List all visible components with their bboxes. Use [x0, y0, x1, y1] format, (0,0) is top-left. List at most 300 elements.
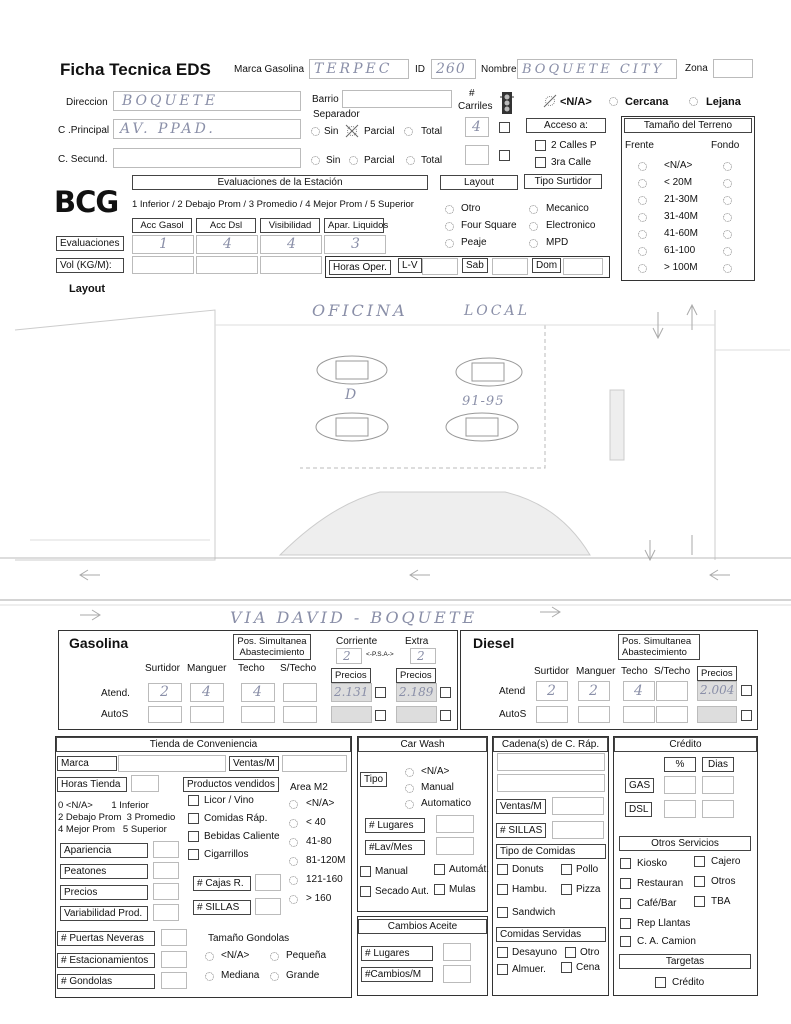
cadena-name-field[interactable] — [497, 753, 605, 771]
sketch-section-label: Layout — [69, 283, 106, 295]
direccion-label: Direccion — [66, 97, 108, 108]
servicio-checkbox-4[interactable] — [620, 898, 631, 909]
frente-radio-6[interactable] — [638, 264, 647, 273]
gas-col-label-2: Techo — [238, 663, 265, 674]
dsl-atend-value: 2 — [547, 683, 559, 699]
na-label: <N/A> — [560, 96, 592, 108]
credito-checkbox-label: Crédito — [672, 977, 705, 988]
principal-sin-radio[interactable] — [311, 127, 320, 136]
servicio-checkbox-7[interactable] — [620, 936, 631, 947]
marca-label: Marca Gasolina — [234, 64, 305, 75]
dsl-atend-field-3[interactable] — [656, 681, 688, 701]
extra-label: Extra — [405, 636, 429, 647]
extra-psa-field[interactable]: 2 — [410, 648, 436, 664]
diesel-precio-checkbox[interactable] — [741, 685, 752, 696]
gas-autos-field-0[interactable] — [148, 706, 182, 723]
credito-dsl-pct-field[interactable] — [664, 800, 696, 818]
carwash-tipo-radio-1[interactable] — [405, 784, 414, 793]
fondo-label: Fondo — [711, 140, 740, 151]
servicio-checkbox-0[interactable] — [620, 858, 631, 869]
carwash-tipo-label: Tipo — [360, 772, 387, 787]
fondo-radio-0[interactable] — [723, 162, 732, 171]
gas-col-label-3: S/Techo — [280, 663, 317, 674]
terreno-size-label: < 20M — [664, 177, 693, 188]
nombre-label: Nombre — [481, 64, 517, 75]
servicio-checkbox-3[interactable] — [694, 876, 705, 887]
horas-tienda-field[interactable] — [131, 775, 159, 792]
credito-checkbox[interactable] — [655, 977, 666, 988]
sketch-oficina: OFICINA — [312, 301, 408, 320]
area-radio-4[interactable] — [289, 876, 298, 885]
gas-atend-label: Atend. — [101, 688, 130, 699]
credito-dias-label: Dias — [702, 757, 734, 772]
gondola-radio-2[interactable] — [205, 972, 214, 981]
lejana-label: Lejana — [706, 96, 741, 108]
dsl-autos-field-1[interactable] — [578, 706, 610, 723]
rating-label-0: Apariencia — [60, 843, 148, 858]
servicio-label: Cajero — [711, 856, 741, 867]
cadena-sillas-field[interactable] — [552, 821, 604, 839]
area-option-label: 81-120M — [306, 855, 346, 866]
eval-value-field-3[interactable] — [324, 235, 386, 254]
gas-atend-value: 4 — [202, 684, 214, 700]
principal-label: C .Principal — [58, 125, 110, 136]
servicio-label: Restauran — [637, 878, 684, 889]
area-option-label: 121-160 — [306, 874, 343, 885]
zona-label: Zona — [685, 63, 708, 74]
gas-atend-field-3[interactable] — [283, 683, 317, 702]
area-radio-1[interactable] — [289, 819, 298, 828]
carwash-check-0[interactable] — [360, 866, 371, 877]
servicio-label: Rep Llantas — [637, 918, 691, 929]
dsl-atend-field-1[interactable] — [578, 681, 610, 701]
secund-field[interactable] — [113, 148, 301, 168]
servida-checkbox-2[interactable] — [497, 964, 508, 975]
gas-autos-field-1[interactable] — [190, 706, 224, 723]
layout-radio-0[interactable] — [445, 205, 454, 214]
puertas-field[interactable] — [161, 929, 187, 946]
diesel-precio-field[interactable]: 2.004 — [697, 681, 737, 701]
estac-label: # Estacionamientos — [57, 953, 155, 968]
servida-label: Cena — [576, 962, 600, 973]
eval-col-0: Acc Gasol — [132, 218, 192, 233]
cambios-cambios-field[interactable] — [443, 965, 471, 983]
gondola-radio-1[interactable] — [270, 952, 279, 961]
servicio-checkbox-1[interactable] — [694, 856, 705, 867]
surtidor-radio-0[interactable] — [529, 205, 538, 214]
dsl-atend-field-2[interactable] — [623, 681, 655, 701]
terreno-size-label: 61-100 — [664, 245, 696, 256]
gas-autos-field-3[interactable] — [283, 706, 317, 723]
frente-radio-0[interactable] — [638, 162, 647, 171]
area-label: Area M2 — [290, 782, 328, 793]
principal-sin-label: Sin — [324, 126, 339, 137]
corriente-psa-field[interactable]: 2 — [336, 648, 362, 664]
diesel-precio-autos-field[interactable] — [697, 706, 737, 723]
lejana-radio[interactable] — [689, 97, 698, 106]
rating-field-3[interactable] — [153, 904, 179, 921]
carwash-tipo-radio-0[interactable] — [405, 768, 414, 777]
secund-checkbox[interactable] — [499, 150, 510, 161]
credito-dsl-label: DSL — [625, 802, 652, 817]
carriles-field[interactable]: 4 — [465, 117, 489, 137]
comida-label: Donuts — [512, 864, 544, 875]
eval-value-field-2[interactable] — [260, 235, 322, 254]
eval-value: 4 — [223, 236, 235, 252]
cajas-label: # Cajas R. — [193, 876, 251, 891]
gasolina-title: Gasolina — [69, 635, 129, 651]
secund-carriles-field[interactable] — [465, 145, 489, 165]
cadena-name-field-2[interactable] — [497, 774, 605, 792]
carwash-lugares-field[interactable] — [436, 815, 474, 833]
carwash-tipo-radio-2[interactable] — [405, 800, 414, 809]
precio-extra-autos-field[interactable] — [396, 706, 437, 723]
corriente-label: Corriente — [336, 636, 378, 647]
comida-checkbox-3[interactable] — [561, 884, 572, 895]
comida-label: Hambu. — [512, 884, 548, 895]
tienda-scale-line: 0 <N/A> 1 Inferior — [58, 800, 149, 811]
puertas-label: # Puertas Neveras — [57, 931, 155, 946]
area-option-label: <N/A> — [306, 798, 335, 809]
tienda-scale-line: 2 Debajo Prom 3 Promedio — [58, 812, 176, 823]
traffic-light-icon — [500, 92, 514, 116]
secund-sin-label: Sin — [326, 155, 341, 166]
producto-checkbox-0[interactable] — [188, 795, 199, 806]
gasolina-pos-sim: Pos. Simultanea Abastecimiento — [233, 634, 311, 660]
frente-radio-4[interactable] — [638, 230, 647, 239]
servicio-label: Café/Bar — [637, 898, 677, 909]
precio-extra-field[interactable]: 2.189 — [396, 683, 437, 702]
marca-field[interactable]: TERPEC — [309, 59, 409, 79]
gas-atend-value: 4 — [253, 684, 265, 700]
vol-label: Vol (KG/M): — [56, 258, 124, 273]
separador-label: Separador — [313, 109, 360, 120]
carwash-lugares-label: # Lugares — [365, 818, 425, 833]
secund-label: C. Secund. — [58, 154, 108, 165]
servicio-label: C. A. Camion — [637, 936, 696, 947]
cercana-radio[interactable] — [609, 97, 618, 106]
area-radio-5[interactable] — [289, 895, 298, 904]
terreno-size-label: 31-40M — [664, 211, 698, 222]
carwash-check-3[interactable] — [434, 884, 445, 895]
terreno-size-label: > 100M — [664, 262, 698, 273]
vol-field-3[interactable] — [260, 256, 322, 274]
carwash-check-label: Secado Aut. — [375, 886, 429, 897]
lv-label: L-V — [398, 258, 422, 273]
calles2-label: 2 Calles P — [551, 140, 597, 151]
na-radio-marked[interactable] — [543, 94, 557, 108]
servicio-checkbox-5[interactable] — [694, 896, 705, 907]
cadena-ventas-field[interactable] — [552, 797, 604, 815]
gondola-radio-3[interactable] — [270, 972, 279, 981]
dsl-autos-field-0[interactable] — [536, 706, 568, 723]
barrio-label: Barrio — [312, 94, 339, 105]
servida-checkbox-3[interactable] — [561, 962, 572, 973]
frente-radio-5[interactable] — [638, 247, 647, 256]
evaluaciones-scale: 1 Inferior / 2 Debajo Prom / 3 Promedio / 4 Mejor Prom / 5 Superior — [132, 199, 414, 210]
precio-corriente-autos-field[interactable] — [331, 706, 372, 723]
eval-col-3: Apar. Liquidos — [324, 218, 384, 233]
rating-label-2: Precios — [60, 885, 148, 900]
comida-checkbox-2[interactable] — [497, 884, 508, 895]
dsl-atend-value: 2 — [589, 683, 601, 699]
fondo-radio-5[interactable] — [723, 247, 732, 256]
fondo-radio-6[interactable] — [723, 264, 732, 273]
calle3-label: 3ra Calle — [551, 157, 592, 168]
carwash-check-2[interactable] — [360, 886, 371, 897]
tienda-ventas-label: Ventas/M — [229, 756, 279, 771]
gas-autos-label: AutoS — [101, 709, 129, 720]
cajas-field[interactable] — [255, 874, 281, 891]
precio-corriente-autos-checkbox[interactable] — [375, 710, 386, 721]
zona-field[interactable] — [713, 59, 753, 78]
layout-radio-2[interactable] — [445, 239, 454, 248]
eval-col-2: Visibilidad — [260, 218, 320, 233]
vol-field-2[interactable] — [196, 256, 258, 274]
diesel-precios-label: Precios — [697, 666, 737, 681]
calles2-checkbox[interactable] — [535, 140, 546, 151]
lv-field[interactable] — [422, 258, 458, 275]
carwash-tipo-label: Automatico — [421, 798, 472, 809]
tienda-sillas-field[interactable] — [255, 898, 281, 915]
credito-gas-dias-field[interactable] — [702, 776, 734, 794]
rating-field-1[interactable] — [153, 862, 179, 879]
acceso-title: Acceso a: — [526, 118, 606, 133]
carwash-check-1[interactable] — [434, 864, 445, 875]
gas-atend-field-0[interactable] — [148, 683, 182, 702]
servida-label: Otro — [580, 947, 600, 958]
carwash-tipo-label: <N/A> — [421, 766, 450, 777]
layout-option-label: Otro — [461, 203, 481, 214]
gas-atend-field-1[interactable] — [190, 683, 224, 702]
servida-checkbox-0[interactable] — [497, 947, 508, 958]
frente-radio-1[interactable] — [638, 179, 647, 188]
servicio-label: Otros — [711, 876, 736, 887]
cambios-title: Cambios Aceite — [358, 919, 487, 934]
producto-label: Cigarrillos — [204, 849, 249, 860]
precio-extra-checkbox[interactable] — [440, 687, 451, 698]
id-field[interactable]: 260 — [431, 59, 476, 79]
area-option-label: > 160 — [306, 893, 332, 904]
dsl-atend-field-0[interactable] — [536, 681, 568, 701]
tienda-marca-field[interactable] — [118, 755, 226, 772]
credito-title: Crédito — [614, 737, 757, 752]
diesel-precio-autos-checkbox[interactable] — [741, 710, 752, 721]
gondola-radio-0[interactable] — [205, 952, 214, 961]
gas-col-label-0: Surtidor — [145, 663, 181, 674]
gasolina-precios-label-1: Precios — [331, 668, 371, 683]
producto-checkbox-3[interactable] — [188, 849, 199, 860]
surtidor-option-label: Electronico — [546, 220, 596, 231]
frente-radio-3[interactable] — [638, 213, 647, 222]
producto-checkbox-2[interactable] — [188, 831, 199, 842]
tienda-sillas-label: # SILLAS — [193, 900, 251, 915]
secund-sin-radio[interactable] — [311, 156, 320, 165]
fondo-radio-2[interactable] — [723, 196, 732, 205]
credito-dsl-dias-field[interactable] — [702, 800, 734, 818]
diesel-title: Diesel — [473, 635, 515, 651]
comida-checkbox-1[interactable] — [561, 864, 572, 875]
secund-parcial-label: Parcial — [364, 155, 395, 166]
fondo-radio-1[interactable] — [723, 179, 732, 188]
gas-autos-field-2[interactable] — [241, 706, 275, 723]
evaluaciones-row-label: Evaluaciones — [56, 236, 124, 251]
rating-field-0[interactable] — [153, 841, 179, 858]
barrio-field[interactable] — [342, 90, 452, 108]
sab-field[interactable] — [492, 258, 528, 275]
tienda-title: Tienda de Conveniencia — [56, 737, 351, 752]
servicio-label: Kiosko — [637, 858, 668, 869]
carwash-check-label: Mulas — [449, 884, 476, 895]
rating-field-2[interactable] — [153, 883, 179, 900]
gondola-option-label: Pequeña — [286, 950, 327, 961]
gondola-option-label: Mediana — [221, 970, 260, 981]
productos-label: Productos vendidos — [183, 777, 279, 792]
servida-label: Desayuno — [512, 947, 558, 958]
carwash-lav-label: #Lav/Mes — [365, 840, 425, 855]
servicio-checkbox-2[interactable] — [620, 878, 631, 889]
frente-radio-2[interactable] — [638, 196, 647, 205]
tienda-ventas-field[interactable] — [282, 755, 347, 772]
vol-field-1[interactable] — [132, 256, 194, 274]
servida-label: Almuer. — [512, 964, 546, 975]
cadena-tipo-label: Tipo de Comidas — [496, 844, 606, 859]
dsl-autos-field-3[interactable] — [656, 706, 688, 723]
gas-col-label-1: Manguer — [187, 663, 227, 674]
cadena-sillas-label: # SILLAS — [496, 823, 546, 838]
area-option-label: < 40 — [306, 817, 326, 828]
principal-total-radio[interactable] — [404, 127, 413, 136]
dom-field[interactable] — [563, 258, 603, 275]
precio-corriente-field[interactable]: 2.131 — [331, 683, 372, 702]
precio-corriente-checkbox[interactable] — [375, 687, 386, 698]
comida-checkbox-0[interactable] — [497, 864, 508, 875]
area-radio-2[interactable] — [289, 838, 298, 847]
gondolas-title: Tamaño Gondolas — [208, 933, 290, 944]
sketch-local: LOCAL — [464, 303, 530, 319]
eval-value-field-1[interactable] — [196, 235, 258, 254]
eval-value: 3 — [351, 236, 363, 252]
dsl-atend-label: Atend — [499, 686, 526, 697]
rating-label-1: Peatones — [60, 864, 148, 879]
carwash-check-label: Manual — [375, 866, 408, 877]
rating-label-3: Variabilidad Prod. — [60, 906, 148, 921]
fondo-radio-3[interactable] — [723, 213, 732, 222]
estac-field[interactable] — [161, 951, 187, 968]
dsl-col-label-0: Surtidor — [534, 666, 570, 677]
secund-parcial-radio[interactable] — [349, 156, 358, 165]
terreno-section — [621, 116, 755, 281]
secund-total-label: Total — [421, 155, 443, 166]
gondola-option-label: Grande — [286, 970, 320, 981]
sketch-d: D — [345, 387, 360, 403]
dsl-col-label-1: Manguer — [576, 666, 616, 677]
dsl-col-label-2: Techo — [621, 666, 648, 677]
sab-label: Sab — [462, 258, 488, 273]
layout-opts-title: Layout — [440, 175, 518, 190]
frente-label: Frente — [625, 140, 654, 151]
fondo-radio-4[interactable] — [723, 230, 732, 239]
terreno-size-label: <N/A> — [664, 160, 693, 171]
producto-label: Comidas Ráp. — [204, 813, 268, 824]
surtidor-option-label: MPD — [546, 237, 569, 248]
cadena-servidas-label: Comidas Servidas — [496, 927, 606, 942]
producto-checkbox-1[interactable] — [188, 813, 199, 824]
dsl-autos-field-2[interactable] — [623, 706, 655, 723]
carwash-title: Car Wash — [358, 737, 487, 752]
carwash-tipo-label: Manual — [421, 782, 454, 793]
secund-total-radio[interactable] — [406, 156, 415, 165]
servicio-label: TBA — [711, 896, 731, 907]
gondolas-label: # Gondolas — [57, 974, 155, 989]
eval-col-1: Acc Dsl — [196, 218, 256, 233]
carriles-checkbox[interactable] — [499, 122, 510, 133]
eval-value-field-0[interactable] — [132, 235, 194, 254]
psa-label: <-P.S.A-> — [366, 651, 394, 658]
area-radio-3[interactable] — [289, 857, 298, 866]
principal-field[interactable]: AV. PPAD. — [113, 119, 301, 139]
gas-atend-field-2[interactable] — [241, 683, 275, 702]
comida-checkbox-4[interactable] — [497, 907, 508, 918]
surtidor-radio-2[interactable] — [529, 239, 538, 248]
surtidor-radio-1[interactable] — [529, 222, 538, 231]
cercana-label: Cercana — [625, 96, 669, 108]
credito-gas-label: GAS — [625, 778, 654, 793]
carwash-lav-field[interactable] — [436, 837, 474, 855]
horas-tienda-label: Horas Tienda — [57, 777, 127, 792]
sketch-via: VIA DAVID - BOQUETE — [230, 608, 478, 627]
credito-gas-pct-field[interactable] — [664, 776, 696, 794]
area-radio-0[interactable] — [289, 800, 298, 809]
comida-label: Sandwich — [512, 907, 556, 918]
servida-checkbox-1[interactable] — [565, 947, 576, 958]
area-option-label: 41-80 — [306, 836, 332, 847]
principal-parcial-label: Parcial — [364, 126, 395, 137]
horas-label: Horas Oper. — [329, 260, 391, 275]
servicio-checkbox-6[interactable] — [620, 918, 631, 929]
terreno-size-label: 21-30M — [664, 194, 698, 205]
precio-extra-autos-checkbox[interactable] — [440, 710, 451, 721]
carwash-check-label: Automát. — [449, 864, 490, 875]
id-label: ID — [415, 64, 425, 75]
surtidor-option-label: Mecanico — [546, 203, 589, 214]
comida-label: Pizza — [576, 884, 601, 895]
cambios-lugares-field[interactable] — [443, 943, 471, 961]
layout-option-label: Peaje — [461, 237, 487, 248]
direccion-field[interactable]: BOQUETE — [113, 91, 301, 111]
bcg-logo: BCG — [54, 185, 119, 219]
cadena-ventas-label: Ventas/M — [496, 799, 546, 814]
evaluaciones-title: Evaluaciones de la Estación — [132, 175, 428, 190]
calle3-checkbox[interactable] — [535, 157, 546, 168]
surtidor-title: Tipo Surtidor — [524, 174, 602, 189]
eval-value: 4 — [287, 236, 299, 252]
principal-parcial-radio-marked[interactable] — [345, 124, 359, 138]
cambios-lugares-label: # Lugares — [361, 946, 433, 961]
gondola-option-label: <N/A> — [221, 950, 250, 961]
gondolas-field[interactable] — [161, 972, 187, 989]
sketch-grades: 91-95 — [462, 394, 505, 409]
terreno-title: Tamaño del Terreno — [624, 118, 752, 133]
dsl-atend-value: 4 — [634, 683, 646, 699]
dsl-col-label-3: S/Techo — [654, 666, 691, 677]
nombre-field[interactable]: BOQUETE CITY — [517, 59, 677, 79]
page-title: Ficha Tecnica EDS — [60, 60, 211, 79]
targetas-title: Targetas — [619, 954, 751, 969]
layout-radio-1[interactable] — [445, 222, 454, 231]
comida-label: Pollo — [576, 864, 599, 875]
layout-sketch — [0, 290, 791, 630]
